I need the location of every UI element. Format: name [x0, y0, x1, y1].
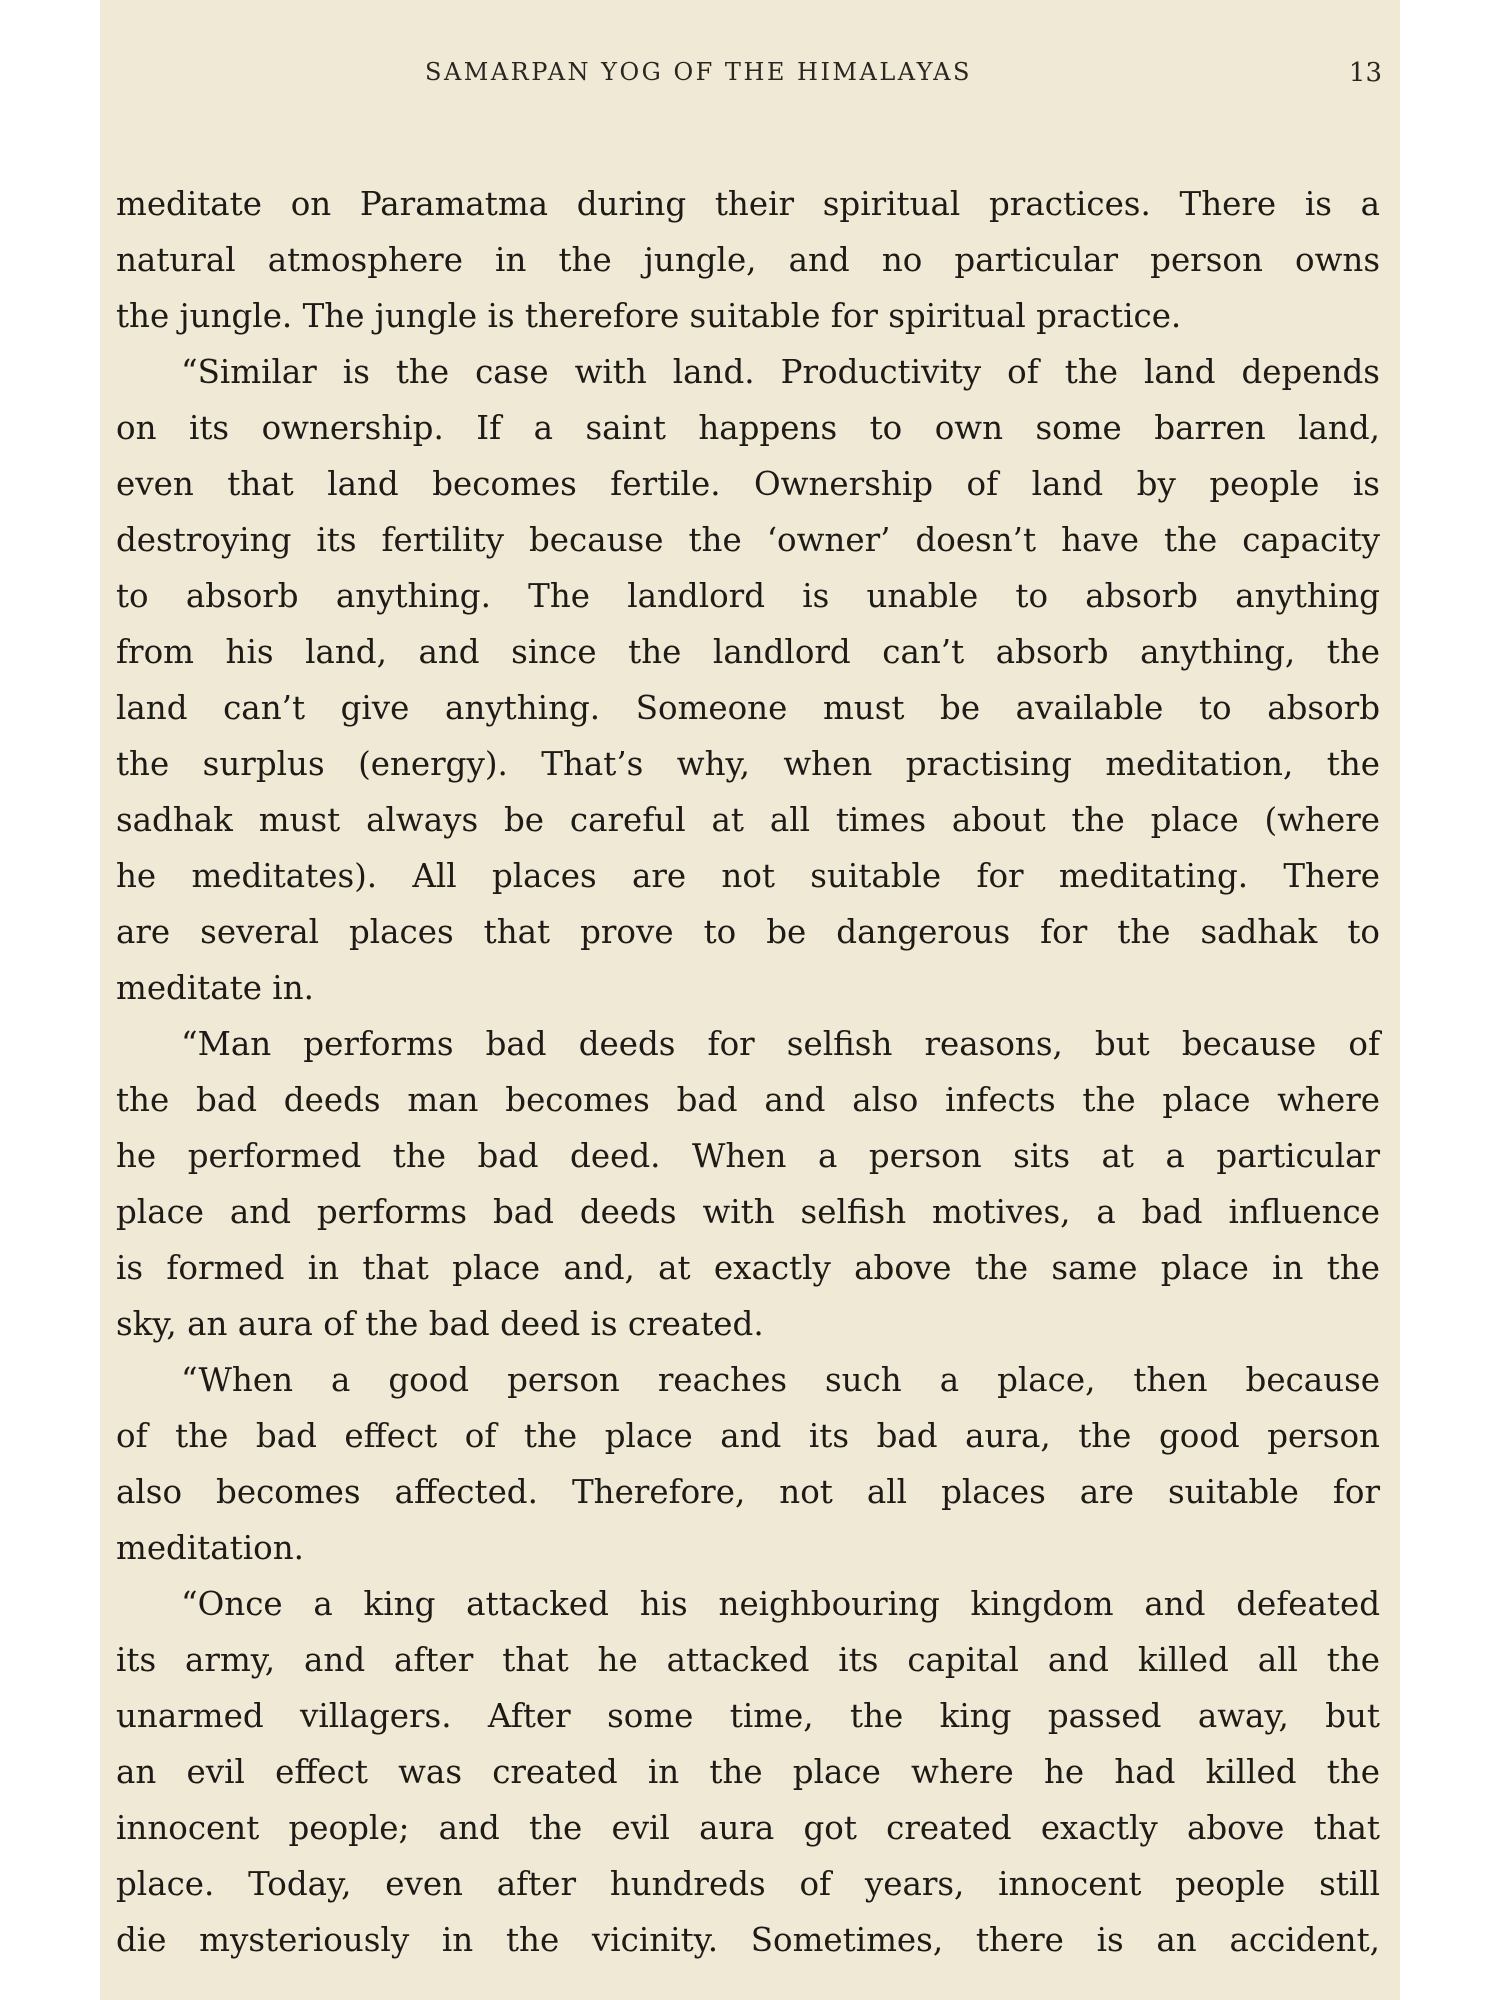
text-line: the jungle. The jungle is therefore suitable for spiritual practice. — [116, 297, 1182, 335]
text-line: meditate in. — [116, 969, 314, 1007]
page-number: 13 — [1348, 58, 1382, 88]
text-line: innocent people; and the evil aura got created exactly above that — [116, 1809, 1380, 1847]
text-line: are several places that prove to be dangerous for the sadhak to — [116, 913, 1380, 951]
text-line: an evil effect was created in the place where he had killed the — [116, 1753, 1380, 1791]
text-line: he meditates). All places are not suitable for meditating. There — [116, 857, 1380, 895]
text-line: he performed the bad deed. When a person sits at a particular — [116, 1137, 1380, 1175]
body-text — [116, 176, 1416, 1968]
text-line: even that land becomes fertile. Ownership of land by people is — [116, 465, 1380, 503]
page-header — [100, 58, 1400, 98]
text-line: on its ownership. If a saint happens to own some barren land, — [116, 409, 1380, 447]
text-line: “Once a king attacked his neighbouring kingdom and defeated — [181, 1585, 1380, 1623]
text-line: “Similar is the case with land. Productivity of the land depends — [181, 353, 1380, 391]
text-line: of the bad effect of the place and its bad aura, the good person — [116, 1417, 1380, 1455]
text-line: from his land, and since the landlord can’t absorb anything, the — [116, 633, 1380, 671]
text-line: place and performs bad deeds with selfish motives, a bad influence — [116, 1193, 1380, 1231]
text-line: land can’t give anything. Someone must be available to absorb — [116, 689, 1380, 727]
text-line: meditation. — [116, 1529, 304, 1567]
text-line: meditate on Paramatma during their spiritual practices. There is a — [116, 185, 1380, 223]
text-line: sky, an aura of the bad deed is created. — [116, 1305, 764, 1343]
text-line: destroying its fertility because the ‘owner’ doesn’t have the capacity — [116, 521, 1380, 559]
running-head: SAMARPAN YOG OF THE HIMALAYAS — [425, 58, 972, 86]
text-line: natural atmosphere in the jungle, and no particular person owns — [116, 241, 1380, 279]
book-page — [100, 0, 1400, 2000]
text-line: its army, and after that he attacked its capital and killed all the — [116, 1641, 1380, 1679]
text-line: is formed in that place and, at exactly above the same place in the — [116, 1249, 1380, 1287]
text-line: sadhak must always be careful at all times about the place (where — [116, 801, 1380, 839]
text-line: “When a good person reaches such a place, then because — [181, 1361, 1380, 1399]
text-line: place. Today, even after hundreds of years, innocent people still — [116, 1865, 1380, 1903]
text-line: also becomes affected. Therefore, not all places are suitable for — [116, 1473, 1380, 1511]
text-line: the surplus (energy). That’s why, when practising meditation, the — [116, 745, 1380, 783]
text-line: the bad deeds man becomes bad and also infects the place where — [116, 1081, 1380, 1119]
text-line: die mysteriously in the vicinity. Sometimes, there is an accident, — [116, 1921, 1380, 1959]
text-line: “Man performs bad deeds for selfish reasons, but because of — [181, 1025, 1380, 1063]
text-line: to absorb anything. The landlord is unable to absorb anything — [116, 577, 1380, 615]
text-line: unarmed villagers. After some time, the king passed away, but — [116, 1697, 1380, 1735]
